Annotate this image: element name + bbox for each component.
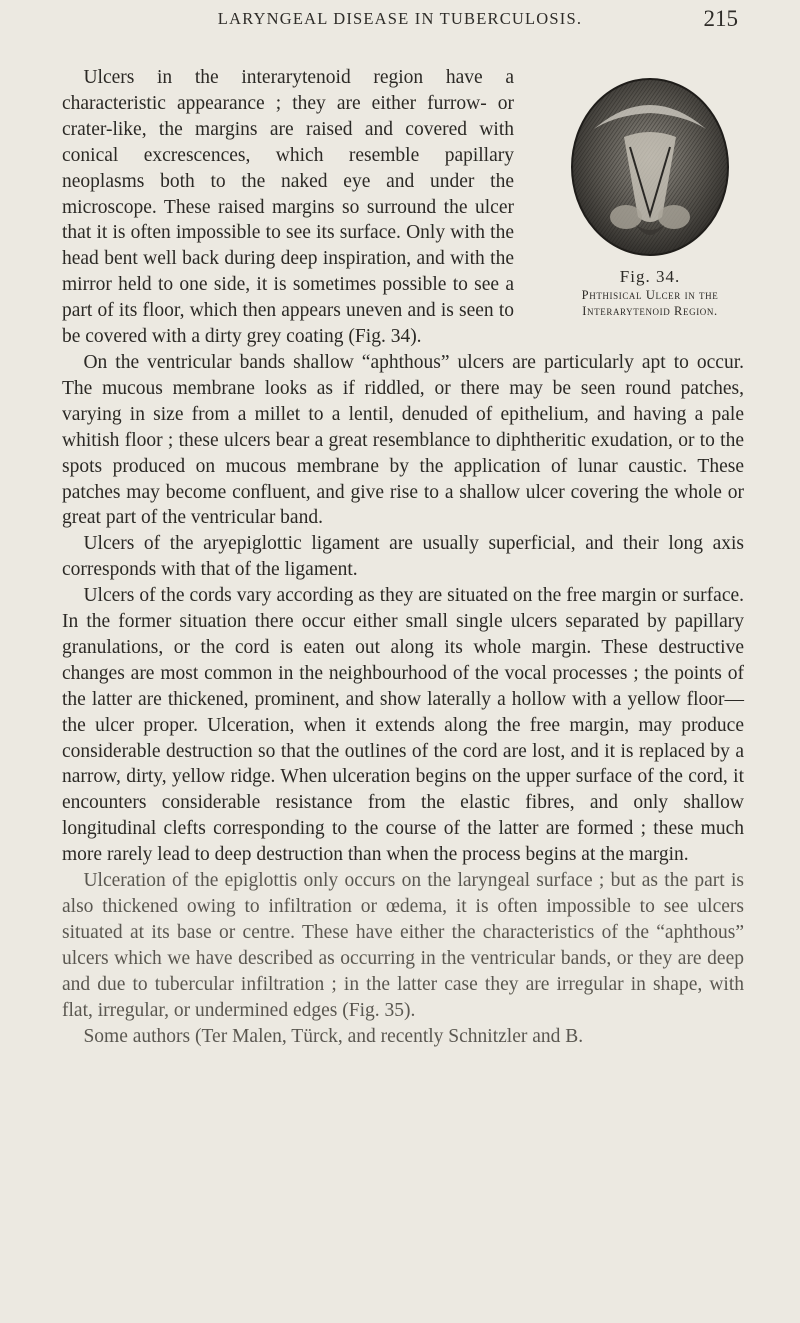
paragraph: Some authors (Ter Malen, Türck, and recently Schnitzler and B.	[83, 1025, 584, 1047]
figure-34	[528, 67, 772, 318]
paragraph: On the ventricular bands shallow “aphthous” ulcers are particularly apt to occur. The mucous membrane looks as if riddled, or there may be seen round patches, varying in size from a millet to a lentil, denuded of epithelium, and having a pale whitish floor ; these ulcers bear a great resemblance to diphtheritic exudation, or to the spots produced on mucous membrane by the application of lunar caustic. These patches may become confluent, and give rise to a shallow ulcer covering the whole or great part of the ventricular band.	[62, 351, 744, 529]
larynx-illustration-icon	[566, 67, 734, 265]
figure-number: Fig. 34.	[619, 267, 681, 286]
paragraph: Ulcers of the aryepiglottic ligament are usually superficial, and their long axis corresponds with that of the ligament.	[62, 533, 744, 581]
running-title: LARYNGEAL DISEASE IN TUBERCULOSIS.	[217, 9, 583, 28]
figure-caption-line-2: Interarytenoid Region.	[582, 304, 718, 318]
paragraph: Ulceration of the epiglottis only occurs on the laryngeal surface ; but as the part is also thickened owing to infiltration or œdema, it is often impossible to see ulcers situated at its base or centre. These have either the characteristics of the “aphthous” ulcers which we have described as occurring in the ventricular bands, or they are deep and due to tubercular infiltration ; in the latter case they are irregular in shape, with flat, irregular, or undermined edges (Fig. 35).	[62, 870, 744, 1021]
figure-caption-line-1: Phthisical Ulcer in the	[581, 288, 719, 302]
page-number: 215	[703, 6, 738, 31]
body-text	[62, 65, 744, 1049]
running-head	[0, 6, 800, 37]
figure-caption	[528, 287, 772, 319]
paragraph: Ulcers in the interarytenoid region have a characteristic appearance ; they are either furrow- or crater-like, the margins are raised and covered with conical excrescences, which resemble papillary neoplasms both to the naked eye and under the microscope. These raised margins so surround the ulcer that it is often impossible to see its surface. Only with the head bent well back during deep inspiration, and with the mirror held to one side, it is sometimes possible to see a part of its floor, which then appears uneven and is seen to be covered with a dirty grey coating (Fig. 34).	[62, 67, 514, 348]
paragraph: Ulcers of the cords vary according as they are situated on the free margin or surface. In the former situation there occur either small single ulcers separated by papillary granulations, or the cord is eaten out along its whole margin. These destructive changes are most common in the neighbourhood of the vocal processes ; the points of the latter are thickened, prominent, and show laterally a hollow with a yellow floor—the ulcer proper. Ulceration, when it extends along the free margin, may produce considerable destruction so that the outlines of the cord are lost, and it is replaced by a narrow, dirty, yellow ridge. When ulceration begins on the upper surface of the cord, it encounters considerable resistance from the elastic fibres, and only shallow longitudinal clefts corresponding to the course of the latter are formed ; these much more rarely lead to deep destruction than when the process begins at the margin.	[62, 585, 744, 866]
